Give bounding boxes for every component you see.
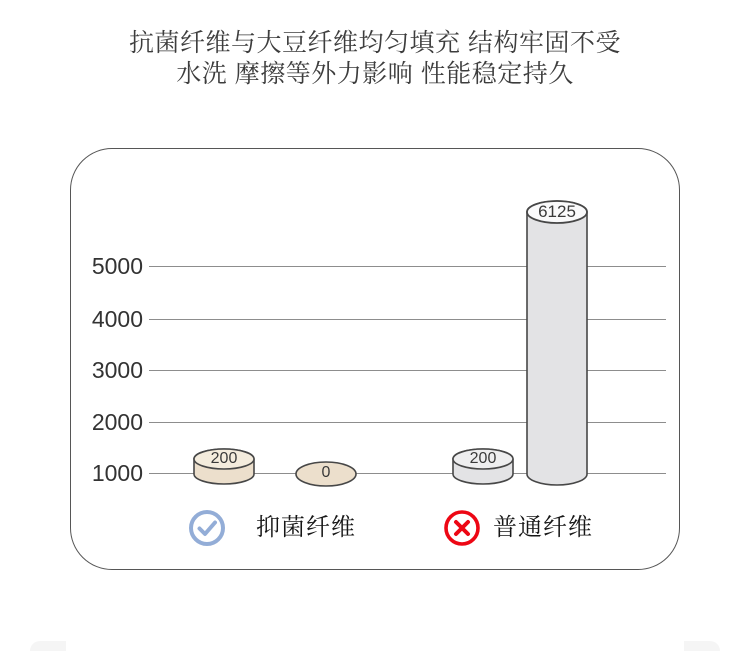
next-card-corner-left bbox=[30, 641, 66, 651]
gridline-5000 bbox=[149, 266, 666, 267]
y-tick-1000: 1000 bbox=[91, 460, 143, 486]
legend-label-antibacterial: 抑菌纤维 bbox=[256, 514, 356, 541]
check-circle-icon bbox=[188, 509, 226, 547]
title-line-1: 抗菌纤维与大豆纤维均匀填充 结构牢固不受 bbox=[129, 29, 621, 57]
bar-value-antibacterial-before: 200 bbox=[210, 450, 238, 467]
chart-panel bbox=[70, 148, 680, 570]
bar-value-ordinary-after: 6125 bbox=[538, 202, 576, 221]
y-tick-5000: 5000 bbox=[91, 253, 143, 279]
y-tick-2000: 2000 bbox=[91, 408, 143, 435]
bar-value-ordinary-before: 200 bbox=[469, 450, 497, 467]
bar-value-antibacterial-after: 0 bbox=[321, 464, 331, 481]
next-card-corner-right bbox=[684, 641, 720, 651]
bar-cylinder-ordinary-6125 bbox=[527, 201, 587, 485]
gridline-3000 bbox=[149, 370, 666, 371]
legend-label-ordinary: 普通纤维 bbox=[493, 514, 593, 541]
y-tick-4000: 4000 bbox=[91, 306, 143, 332]
gridline-4000 bbox=[149, 319, 666, 320]
x-circle-icon bbox=[443, 509, 481, 547]
page-title bbox=[0, 28, 750, 90]
y-tick-3000: 3000 bbox=[91, 357, 143, 383]
title-line-2: 水洗 摩擦等外力影响 性能稳定持久 bbox=[176, 60, 574, 88]
gridline-2000 bbox=[149, 422, 666, 423]
